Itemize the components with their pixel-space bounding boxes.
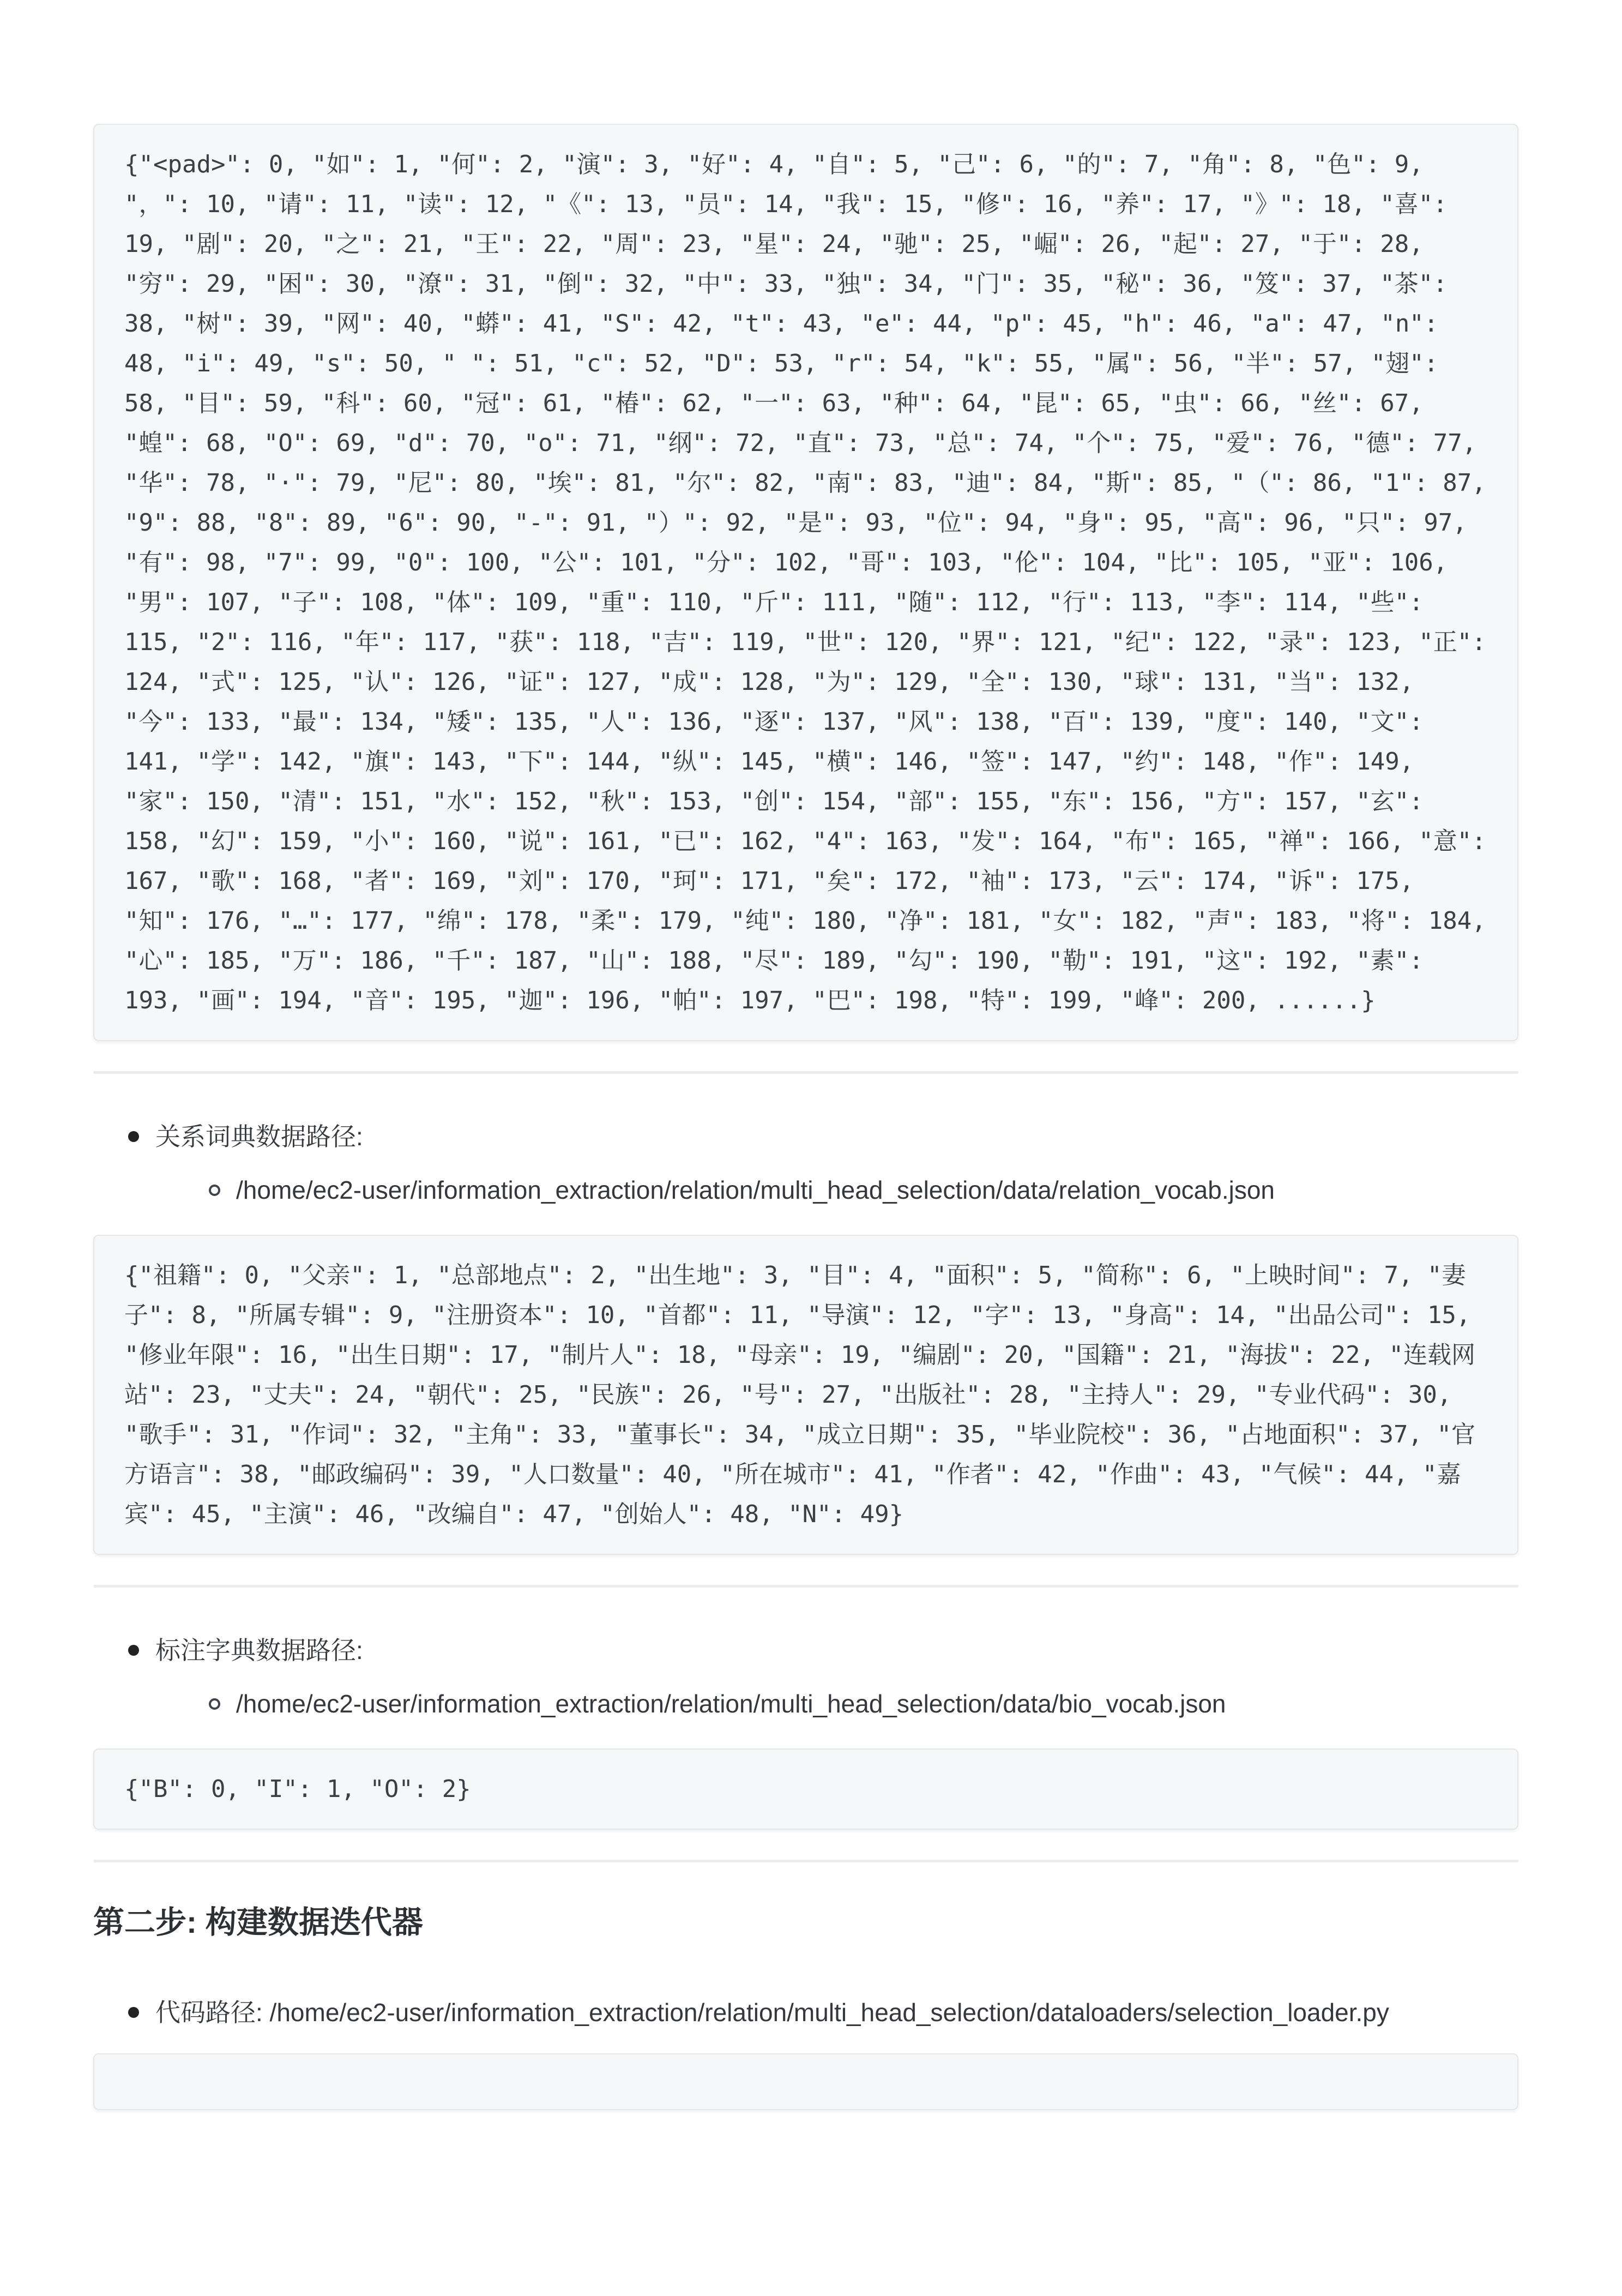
bullet-circle-icon bbox=[209, 1698, 220, 1710]
bio-vocab-code-block: {"B": 0, "I": 1, "O": 2} bbox=[93, 1748, 1518, 1830]
bio-vocab-path: /home/ec2-user/information_extraction/relation/multi_head_selection/data/bio_vocab.json bbox=[236, 1690, 1226, 1718]
section-divider bbox=[93, 1071, 1518, 1074]
bullet-dot-icon bbox=[128, 2007, 139, 2018]
next-code-block bbox=[93, 2053, 1518, 2110]
code-path-label: 代码路径: /home/ec2-user/information_extraction/relation/multi_head_selection/dataloaders/selection_loader.py bbox=[155, 1998, 1389, 2027]
relation-vocab-path: /home/ec2-user/information_extraction/relation/multi_head_selection/data/relation_vocab.json bbox=[236, 1176, 1275, 1204]
bio-dict-label: 标注字典数据路径: bbox=[155, 1636, 363, 1664]
step2-heading: 第二步: 构建数据迭代器 bbox=[93, 1905, 423, 1940]
list-item-relation-dict bbox=[93, 1115, 1518, 1158]
list-item-code-path bbox=[93, 1991, 1518, 2034]
relation-vocab-code-block: {"祖籍": 0, "父亲": 1, "总部地点": 2, "出生地": 3, "目": 4, "面积": 5, "简称": 6, "上映时间": 7, "妻子": 8, "所属专辑": 9, "注册资本": 10, "首都": 11, "导演": 12, "字": 13, "身高": 14, "出品公司": 15, "修业年限": 16, "出生日期": 17, "制片人": 18, "母亲": 19, "编剧": 20, "国籍": 21, "海拔": 22, "连载网站": 23, "丈夫": 24, "朝代": 25, "民族": 26, "号": 27, "出版社": 28, "主持人": 29, "专业代码": 30, "歌手": 31, "作词": 32, "主角": 33, "董事长": 34, "成立日期": 35, "毕业院校": 36, "占地面积": 37, "官方语言": 38, "邮政编码": 39, "人口数量": 40, "所在城市": 41, "作者": 42, "作曲": 43, "气候": 44, "嘉宾": 45, "主演": 46, "改编自": 47, "创始人": 48, "N": 49} bbox=[93, 1235, 1518, 1555]
list-item-bio-dict-path bbox=[93, 1682, 1518, 1726]
char-vocab-code-block: {"<pad>": 0, "如": 1, "何": 2, "演": 3, "好": 4, "自": 5, "己": 6, "的": 7, "角": 8, "色": 9, "，": 10, "请": 11, "读": 12, "《": 13, "员": 14, "我": 15, "修": 16, "养": 17, "》": 18, "喜": 19, "剧": 20, "之": 21, "王": 22, "周": 23, "星": 24, "驰": 25, "崛": 26, "起": 27, "于": 28, "穷": 29, "困": 30, "潦": 31, "倒": 32, "中": 33, "独": 34, "门": 35, "秘": 36, "笈": 37, "茶": 38, "树": 39, "网": 40, "蟒": 41, "S": 42, "t": 43, "e": 44, "p": 45, "h": 46, "a": 47, "n": 48, "i": 49, "s": 50, " ": 51, "c": 52, "D": 53, "r": 54, "k": 55, "属": 56, "半": 57, "翅": 58, "目": 59, "科": 60, "冠": 61, "椿": 62, "一": 63, "种": 64, "昆": 65, "虫": 66, "丝": 67, "蝗": 68, "O": 69, "d": 70, "o": 71, "纲": 72, "直": 73, "总": 74, "个": 75, "爱": 76, "德": 77, "华": 78, "·": 79, "尼": 80, "埃": 81, "尔": 82, "南": 83, "迪": 84, "斯": 85, "（": 86, "1": 87, "9": 88, "8": 89, "6": 90, "-": 91, "）": 92, "是": 93, "位": 94, "身": 95, "高": 96, "只": 97, "有": 98, "7": 99, "0": 100, "公": 101, "分": 102, "哥": 103, "伦": 104, "比": 105, "亚": 106, "男": 107, "子": 108, "体": 109, "重": 110, "斤": 111, "随": 112, "行": 113, "李": 114, "些": 115, "2": 116, "年": 117, "获": 118, "吉": 119, "世": 120, "界": 121, "纪": 122, "录": 123, "正": 124, "式": 125, "认": 126, "证": 127, "成": 128, "为": 129, "全": 130, "球": 131, "当": 132, "今": 133, "最": 134, "矮": 135, "人": 136, "逐": 137, "风": 138, "百": 139, "度": 140, "文": 141, "学": 142, "旗": 143, "下": 144, "纵": 145, "横": 146, "签": 147, "约": 148, "作": 149, "家": 150, "清": 151, "水": 152, "秋": 153, "创": 154, "部": 155, "东": 156, "方": 157, "玄": 158, "幻": 159, "小": 160, "说": 161, "已": 162, "4": 163, "发": 164, "布": 165, "禅": 166, "意": 167, "歌": 168, "者": 169, "刘": 170, "珂": 171, "矣": 172, "袖": 173, "云": 174, "诉": 175, "知": 176, "…": 177, "绵": 178, "柔": 179, "纯": 180, "净": 181, "女": 182, "声": 183, "将": 184, "心": 185, "万": 186, "千": 187, "山": 188, "尽": 189, "勾": 190, "勒": 191, "这": 192, "素": 193, "画": 194, "音": 195, "迦": 196, "帕": 197, "巴": 198, "特": 199, "峰": 200, ......} bbox=[93, 124, 1518, 1041]
bullet-dot-icon bbox=[128, 1645, 139, 1656]
section-divider bbox=[93, 1860, 1518, 1862]
section-divider bbox=[93, 1585, 1518, 1588]
relation-dict-label: 关系词典数据路径: bbox=[155, 1122, 363, 1151]
list-item-relation-dict-path bbox=[93, 1168, 1518, 1212]
list-item-bio-dict bbox=[93, 1628, 1518, 1672]
bullet-circle-icon bbox=[209, 1185, 220, 1196]
bullet-dot-icon bbox=[128, 1131, 139, 1142]
